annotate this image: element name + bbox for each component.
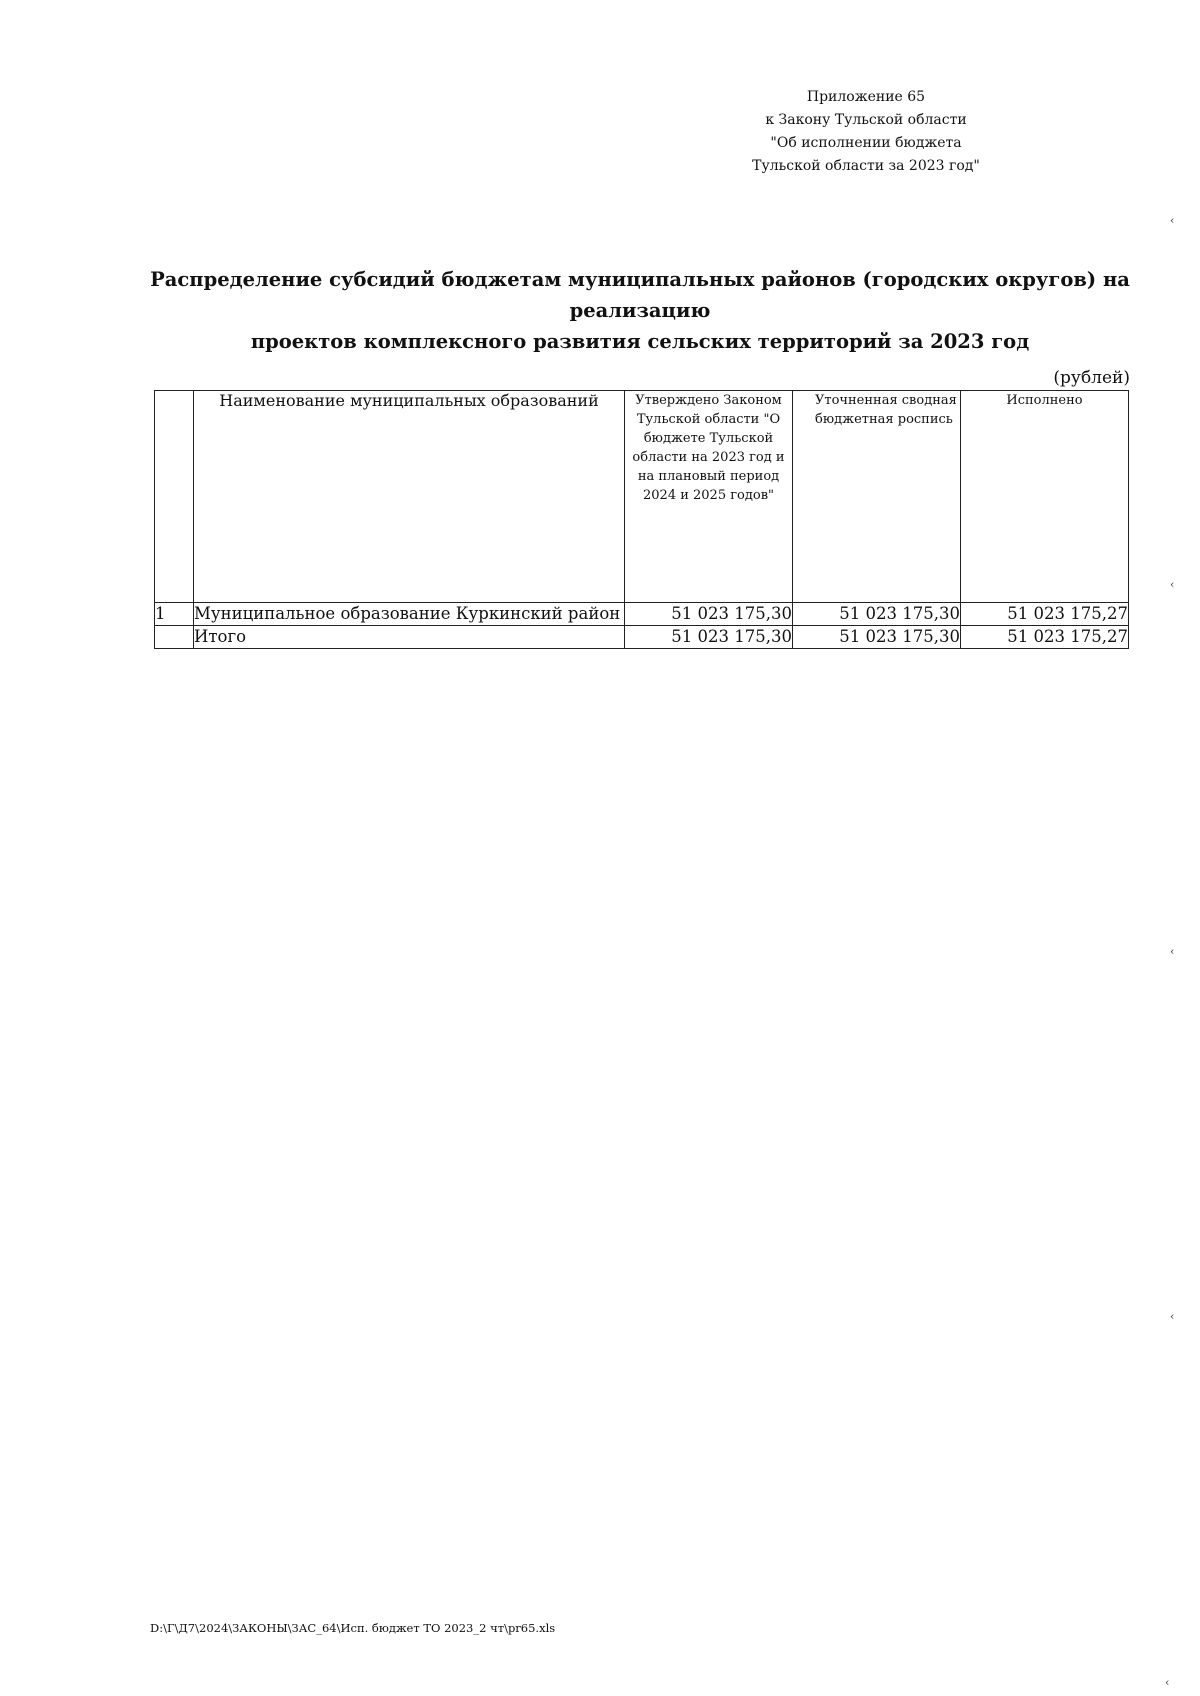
scan-mark: ‹ [1170, 578, 1175, 591]
row-approved: 51 023 175,30 [625, 603, 793, 626]
appendix-line-3: "Об исполнении бюджета [770, 135, 962, 151]
table-total-row [155, 626, 1129, 649]
header-number [155, 391, 194, 603]
row-executed: 51 023 175,27 [961, 603, 1129, 626]
unit-label: (рублей) [1053, 368, 1130, 388]
row-number: 1 [155, 603, 194, 626]
table-header-row [155, 391, 1129, 603]
total-approved: 51 023 175,30 [625, 626, 793, 649]
table-row [155, 603, 1129, 626]
appendix-line-2: к Закону Тульской области [765, 112, 967, 128]
appendix-header [740, 86, 992, 178]
scan-mark: ‹ [1170, 945, 1175, 958]
row-name: Муниципальное образование Куркинский район [194, 603, 625, 626]
appendix-line-1: Приложение 65 [806, 89, 926, 105]
title-line-2: проектов комплексного развития сельских территорий за 2023 год [250, 330, 1030, 353]
row-refined: 51 023 175,30 [793, 603, 961, 626]
appendix-line-4: Тульской области за 2023 год" [752, 158, 980, 174]
total-number [155, 626, 194, 649]
scan-mark: ‹ [1170, 1310, 1175, 1323]
subsidy-table [154, 390, 1129, 649]
header-name: Наименование муниципальных образований [194, 391, 625, 603]
total-refined: 51 023 175,30 [793, 626, 961, 649]
title-line-1: Распределение субсидий бюджетам муниципальных районов (городских округов) на реализацию [150, 268, 1130, 322]
total-name: Итого [194, 626, 625, 649]
file-path-footer: D:\Г\Д7\2024\ЗАКОНЫ\ЗАС_64\Исп. бюджет ТО 2023_2 чт\рr65.xls [150, 1621, 556, 1635]
header-approved: Утверждено Законом Тульской области "О бюджете Тульской области на 2023 год и на плановый период 2024 и 2025 годов" [625, 391, 793, 603]
document-title [150, 264, 1130, 357]
scan-mark: ‹ [1165, 1676, 1170, 1689]
scan-mark: ‹ [1170, 214, 1175, 227]
header-executed: Исполнено [961, 391, 1129, 603]
header-refined: Уточненная сводная бюджетная роспись [793, 391, 961, 603]
total-executed: 51 023 175,27 [961, 626, 1129, 649]
